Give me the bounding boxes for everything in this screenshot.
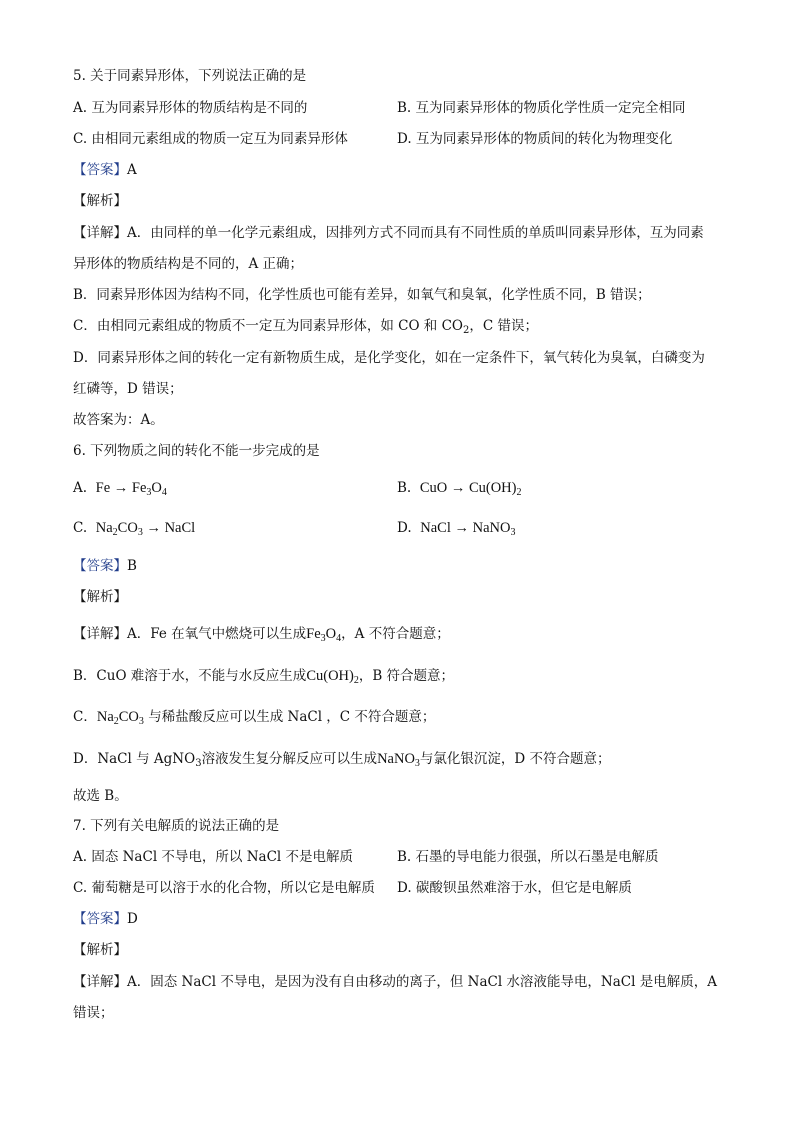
option-label: A. [73,480,88,496]
detail-text: 与稀盐酸反应可以生成 NaCl ，C 不符合题意； [148,709,436,725]
q5-detail-line-4: C．由相同元素组成的物质不一定互为同素异形体，如 CO 和 $CO_2$，C 错误； [73,318,538,336]
q5-option-c: C. 由相同元素组成的物质一定互为同素异形体 [73,131,348,147]
option-label: C. [73,520,88,536]
q7-detail-line-1 [73,973,717,991]
q6-answer [73,557,137,575]
q6-conclusion: 故选 B。 [73,788,128,804]
detail-text: ，C 错误； [469,318,538,334]
q7-answer [73,910,138,928]
answer-tag: 【答案】 [73,162,127,178]
formula: $Fe \to Fe_3O_4$ [95,480,167,498]
detail-tag: 【详解】 [73,974,127,990]
q5-detail-line-3: B．同素异形体因为结构不同，化学性质也可能有差异，如氧气和臭氧，化学性质不同，B 错误； [73,287,651,303]
q5-answer [73,161,137,179]
formula: NaCl → NaNO$_3$ [420,520,516,538]
detail-tag: 【详解】 [73,225,127,241]
formula: NaNO$_3$ [377,751,420,769]
q7-option-a: A. 固态 NaCl 不导电，所以 NaCl 不是电解质 [73,849,354,865]
detail-text: ，A 不符合题意； [341,626,450,642]
formula: CuO → $Cu(OH)_2$ [419,480,522,498]
q7-option-b: B. 石墨的导电能力很强，所以石墨是电解质 [397,849,659,865]
q5-detail-line-5: D．同素异形体之间的转化一定有新物质生成，是化学变化，如在一定条件下，氧气转化为臭氧，白磷变为 [73,350,705,366]
q5-option-b: B. 互为同素异形体的物质化学性质一定完全相同 [397,100,686,116]
q6-detail-c [73,708,435,726]
answer-value: D [127,911,138,927]
option-label: B. [397,480,412,496]
q6-stem: 6. 下列物质之间的转化不能一步完成的是 [73,443,320,459]
option-label: D. [397,520,412,536]
q5-option-d: D. 互为同素异形体的物质间的转化为物理变化 [397,131,673,147]
q6-option-a [73,479,167,497]
detail-text: A．固态 NaCl 不导电，是因为没有自由移动的离子，但 NaCl 水溶液能导电，NaCl 是电解质，A [127,974,717,990]
detail-text: ，B 符合题意； [358,668,455,684]
detail-text: A．由同样的单一化学元素组成，因排列方式不同而具有不同性质的单质叫同素异形体，互为同素 [127,225,704,241]
q5-detail-line-2: 异形体的物质结构是不同的，A 正确； [73,256,304,272]
q6-option-b [397,479,521,497]
answer-tag: 【答案】 [73,911,127,927]
q6-detail-d: D．NaCl 与 AgNO$_3$溶液发生复分解反应可以生成NaNO$_3$与氯化银沉淀，D 不符合题意； [73,751,611,769]
detail-text: A．Fe 在氧气中燃烧可以生成 [127,626,307,642]
q5-detail-line-6: 红磷等，D 错误； [73,381,183,397]
q5-detail-line-1 [73,224,704,242]
q6-detail-b [73,667,454,685]
answer-tag: 【答案】 [73,558,127,574]
q6-option-c [73,519,195,537]
q5-stem: 5. 关于同素异形体，下列说法正确的是 [73,68,307,84]
detail-tag: 【详解】 [73,626,127,642]
detail-text: C． [73,709,97,725]
detail-text: C．由相同元素组成的物质不一定互为同素异形体，如 CO 和 CO [73,318,463,334]
formula: $Fe_3O_4$ [306,626,342,644]
q7-analysis-tag: 【解析】 [73,942,127,958]
q5-conclusion: 故答案为：A。 [73,412,164,428]
q7-detail-line-2: 错误； [73,1005,114,1021]
formula: $Na_2CO_3$ [96,709,144,727]
q7-option-c: C. 葡萄糖是可以溶于水的化合物，所以它是电解质 [73,880,375,896]
detail-text: 与氯化银沉淀，D 不符合题意； [419,751,611,767]
formula: $Na_2CO_3$ → NaCl [95,520,196,538]
q6-detail-a [73,625,450,643]
answer-value: A [127,162,137,178]
q6-analysis-tag: 【解析】 [73,589,127,605]
q6-option-d [397,519,515,537]
detail-text: 溶液发生复分解反应可以生成 [201,751,378,767]
q7-stem: 7. 下列有关电解质的说法正确的是 [73,818,280,834]
q5-option-a: A. 互为同素异形体的物质结构是不同的 [73,100,308,116]
formula: $Cu(OH)_2$ [306,668,359,686]
answer-value: B [127,558,137,574]
detail-text: B．CuO 难溶于水，不能与水反应生成 [73,668,307,684]
q5-analysis-tag: 【解析】 [73,193,127,209]
detail-text: D．NaCl 与 AgNO [73,751,196,767]
q7-option-d: D. 碳酸钡虽然难溶于水，但它是电解质 [397,880,632,896]
